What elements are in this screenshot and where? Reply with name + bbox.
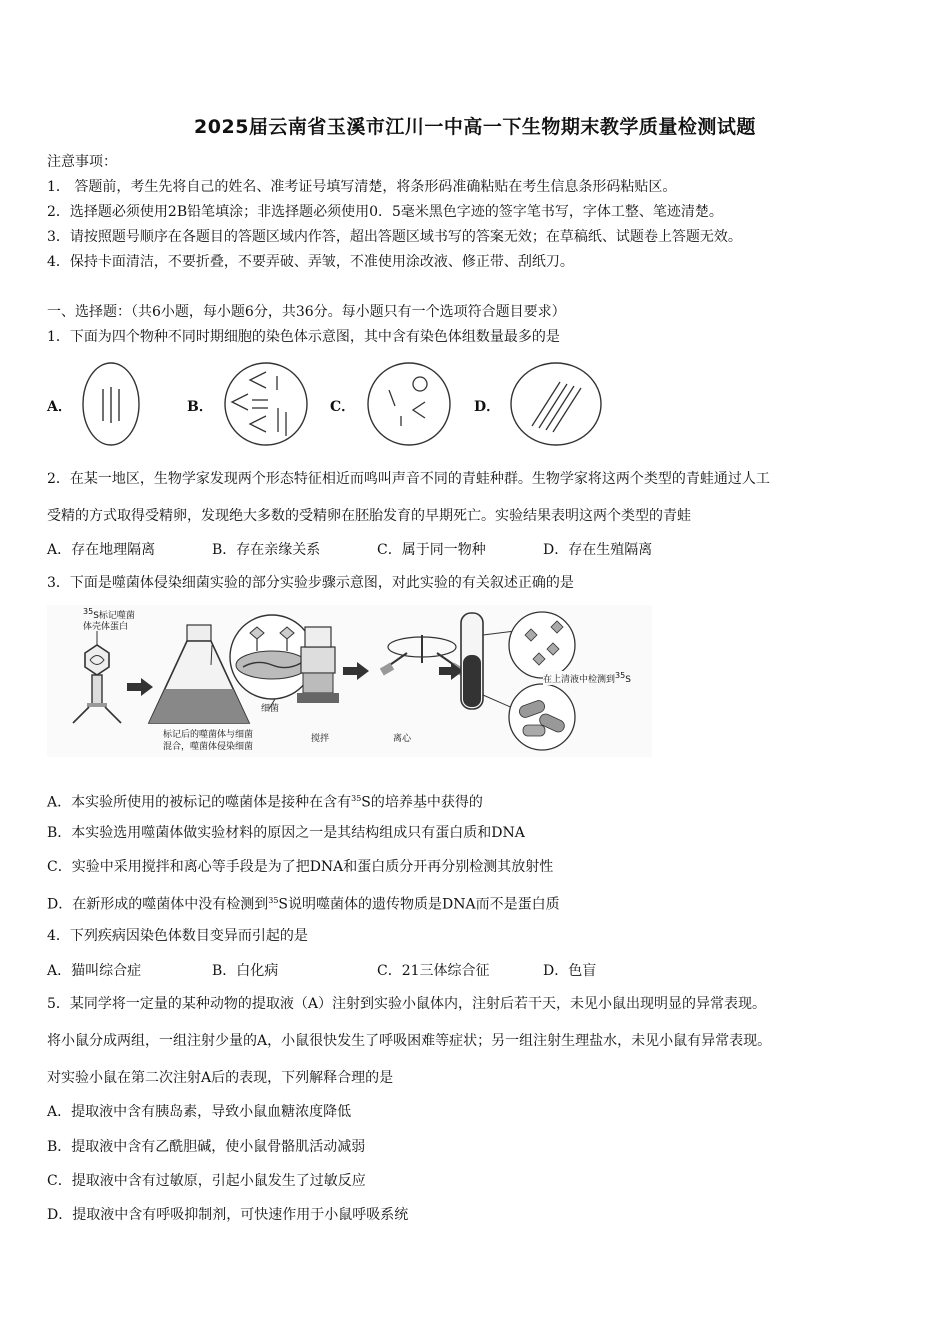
q2-option-d: D．存在生殖隔离 — [543, 542, 653, 558]
notice-item: 1． 答题前，考生先将自己的姓名、准考证号填写清楚，将条形码准确粘贴在考生信息条形码粘贴区。 — [47, 179, 677, 195]
q5-stem: 5．某同学将一定量的某种动物的提取液（A）注射到实验小鼠体内，注射后若干天，未见小鼠出现明显的异常表现。 — [47, 996, 767, 1012]
q4-option-c: C．21三体综合征 — [377, 963, 490, 979]
q1-label-d: D． — [474, 399, 501, 415]
q2-stem: 2．在某一地区，生物学家发现两个形态特征相近而鸣叫声音不同的青蛙种群。生物学家将这两个类型的青蛙通过人工 — [47, 471, 770, 487]
q2-option-a: A．存在地理隔离 — [47, 542, 156, 558]
q5-question: 对实验小鼠在第二次注射A后的表现，下列解释合理的是 — [47, 1070, 394, 1086]
notice-item: 3．请按照题号顺序在各题目的答题区域内作答，超出答题区域书写的答案无效；在草稿纸、试题卷上答题无效。 — [47, 229, 742, 245]
q1-label-b: B． — [187, 399, 213, 415]
label-supernatant: 在上清液中检测到$^{35}$S — [543, 671, 631, 685]
q3-option-b: B．本实验选用噬菌体做实验材料的原因之一是其结构组成只有蛋白质和DNA — [47, 825, 525, 841]
q3-option-a: A．本实验所使用的被标记的噬菌体是接种在含有$^{35}$S的培养基中获得的 — [47, 794, 483, 811]
cell-c-diagram — [365, 360, 453, 448]
phage-experiment-figure — [47, 605, 652, 757]
q4-stem: 4．下列疾病因染色体数目变异而引起的是 — [47, 928, 308, 944]
section-heading: 一、选择题：（共6小题，每小题6分，共36分。每小题只有一个选项符合题目要求） — [47, 304, 566, 320]
q5-stem-continued: 将小鼠分成两组，一组注射少量的A，小鼠很快发生了呼吸困难等症状；另一组注射生理盐水，未见小鼠有异常表现。 — [47, 1033, 772, 1049]
q1-chromosome-figures — [47, 360, 607, 450]
q5-option-d: D．提取液中含有呼吸抑制剂，可快速作用于小鼠呼吸系统 — [47, 1207, 409, 1223]
label-bacteria: 细菌 — [261, 704, 280, 714]
q2-option-b: B．存在亲缘关系 — [212, 542, 321, 558]
cell-d-diagram — [508, 360, 604, 448]
notice-item: 2．选择题必须使用2B铅笔填涂；非选择题必须使用0．5毫米黑色字迹的签字笔书写，字体工整、笔迹清楚。 — [47, 204, 723, 220]
q5-option-b: B．提取液中含有乙酰胆碱，使小鼠骨骼肌活动减弱 — [47, 1139, 366, 1155]
q4-option-a: A．猫叫综合症 — [47, 963, 142, 979]
label-s35-capsid: $^{35}$S标记噬菌 体壳体蛋白 — [83, 607, 135, 632]
notice-item: 4．保持卡面清洁，不要折叠，不要弄破、弄皱，不准使用涂改液、修正带、刮纸刀。 — [47, 254, 574, 270]
cell-a-diagram — [80, 360, 142, 448]
page-title: 2025届云南省玉溪市江川一中高一下生物期末教学质量检测试题 — [194, 116, 756, 138]
q3-option-c: C．实验中采用搅拌和离心等手段是为了把DNA和蛋白质分开再分别检测其放射性 — [47, 859, 554, 875]
q1-label-c: C． — [330, 399, 356, 415]
label-stir: 搅拌 — [311, 734, 330, 744]
q5-option-c: C．提取液中含有过敏原，引起小鼠发生了过敏反应 — [47, 1173, 366, 1189]
q3-stem: 3．下面是噬菌体侵染细菌实验的部分实验步骤示意图，对此实验的有关叙述正确的是 — [47, 575, 574, 591]
q3-option-d: D．在新形成的噬菌体中没有检测到$^{35}$S说明噬菌体的遗传物质是DNA而不是蛋白质 — [47, 896, 560, 913]
label-mix: 标记后的噬菌体与细菌 混合，噬菌体侵染细菌 — [163, 730, 254, 752]
label-centrifuge: 离心 — [393, 734, 412, 744]
notice-heading: 注意事项： — [47, 154, 117, 170]
cell-b-diagram — [222, 360, 310, 448]
q4-option-b: B．白化病 — [212, 963, 279, 979]
q2-option-c: C．属于同一物种 — [377, 542, 486, 558]
q1-label-a: A． — [47, 399, 72, 415]
q4-option-d: D．色盲 — [543, 963, 597, 979]
q5-option-a: A．提取液中含有胰岛素，导致小鼠血糖浓度降低 — [47, 1104, 352, 1120]
q1-stem: 1．下面为四个物种不同时期细胞的染色体示意图，其中含有染色体组数量最多的是 — [47, 329, 560, 345]
q2-stem-continued: 受精的方式取得受精卵，发现绝大多数的受精卵在胚胎发育的早期死亡。实验结果表明这两个类型的青蛙 — [47, 508, 691, 524]
